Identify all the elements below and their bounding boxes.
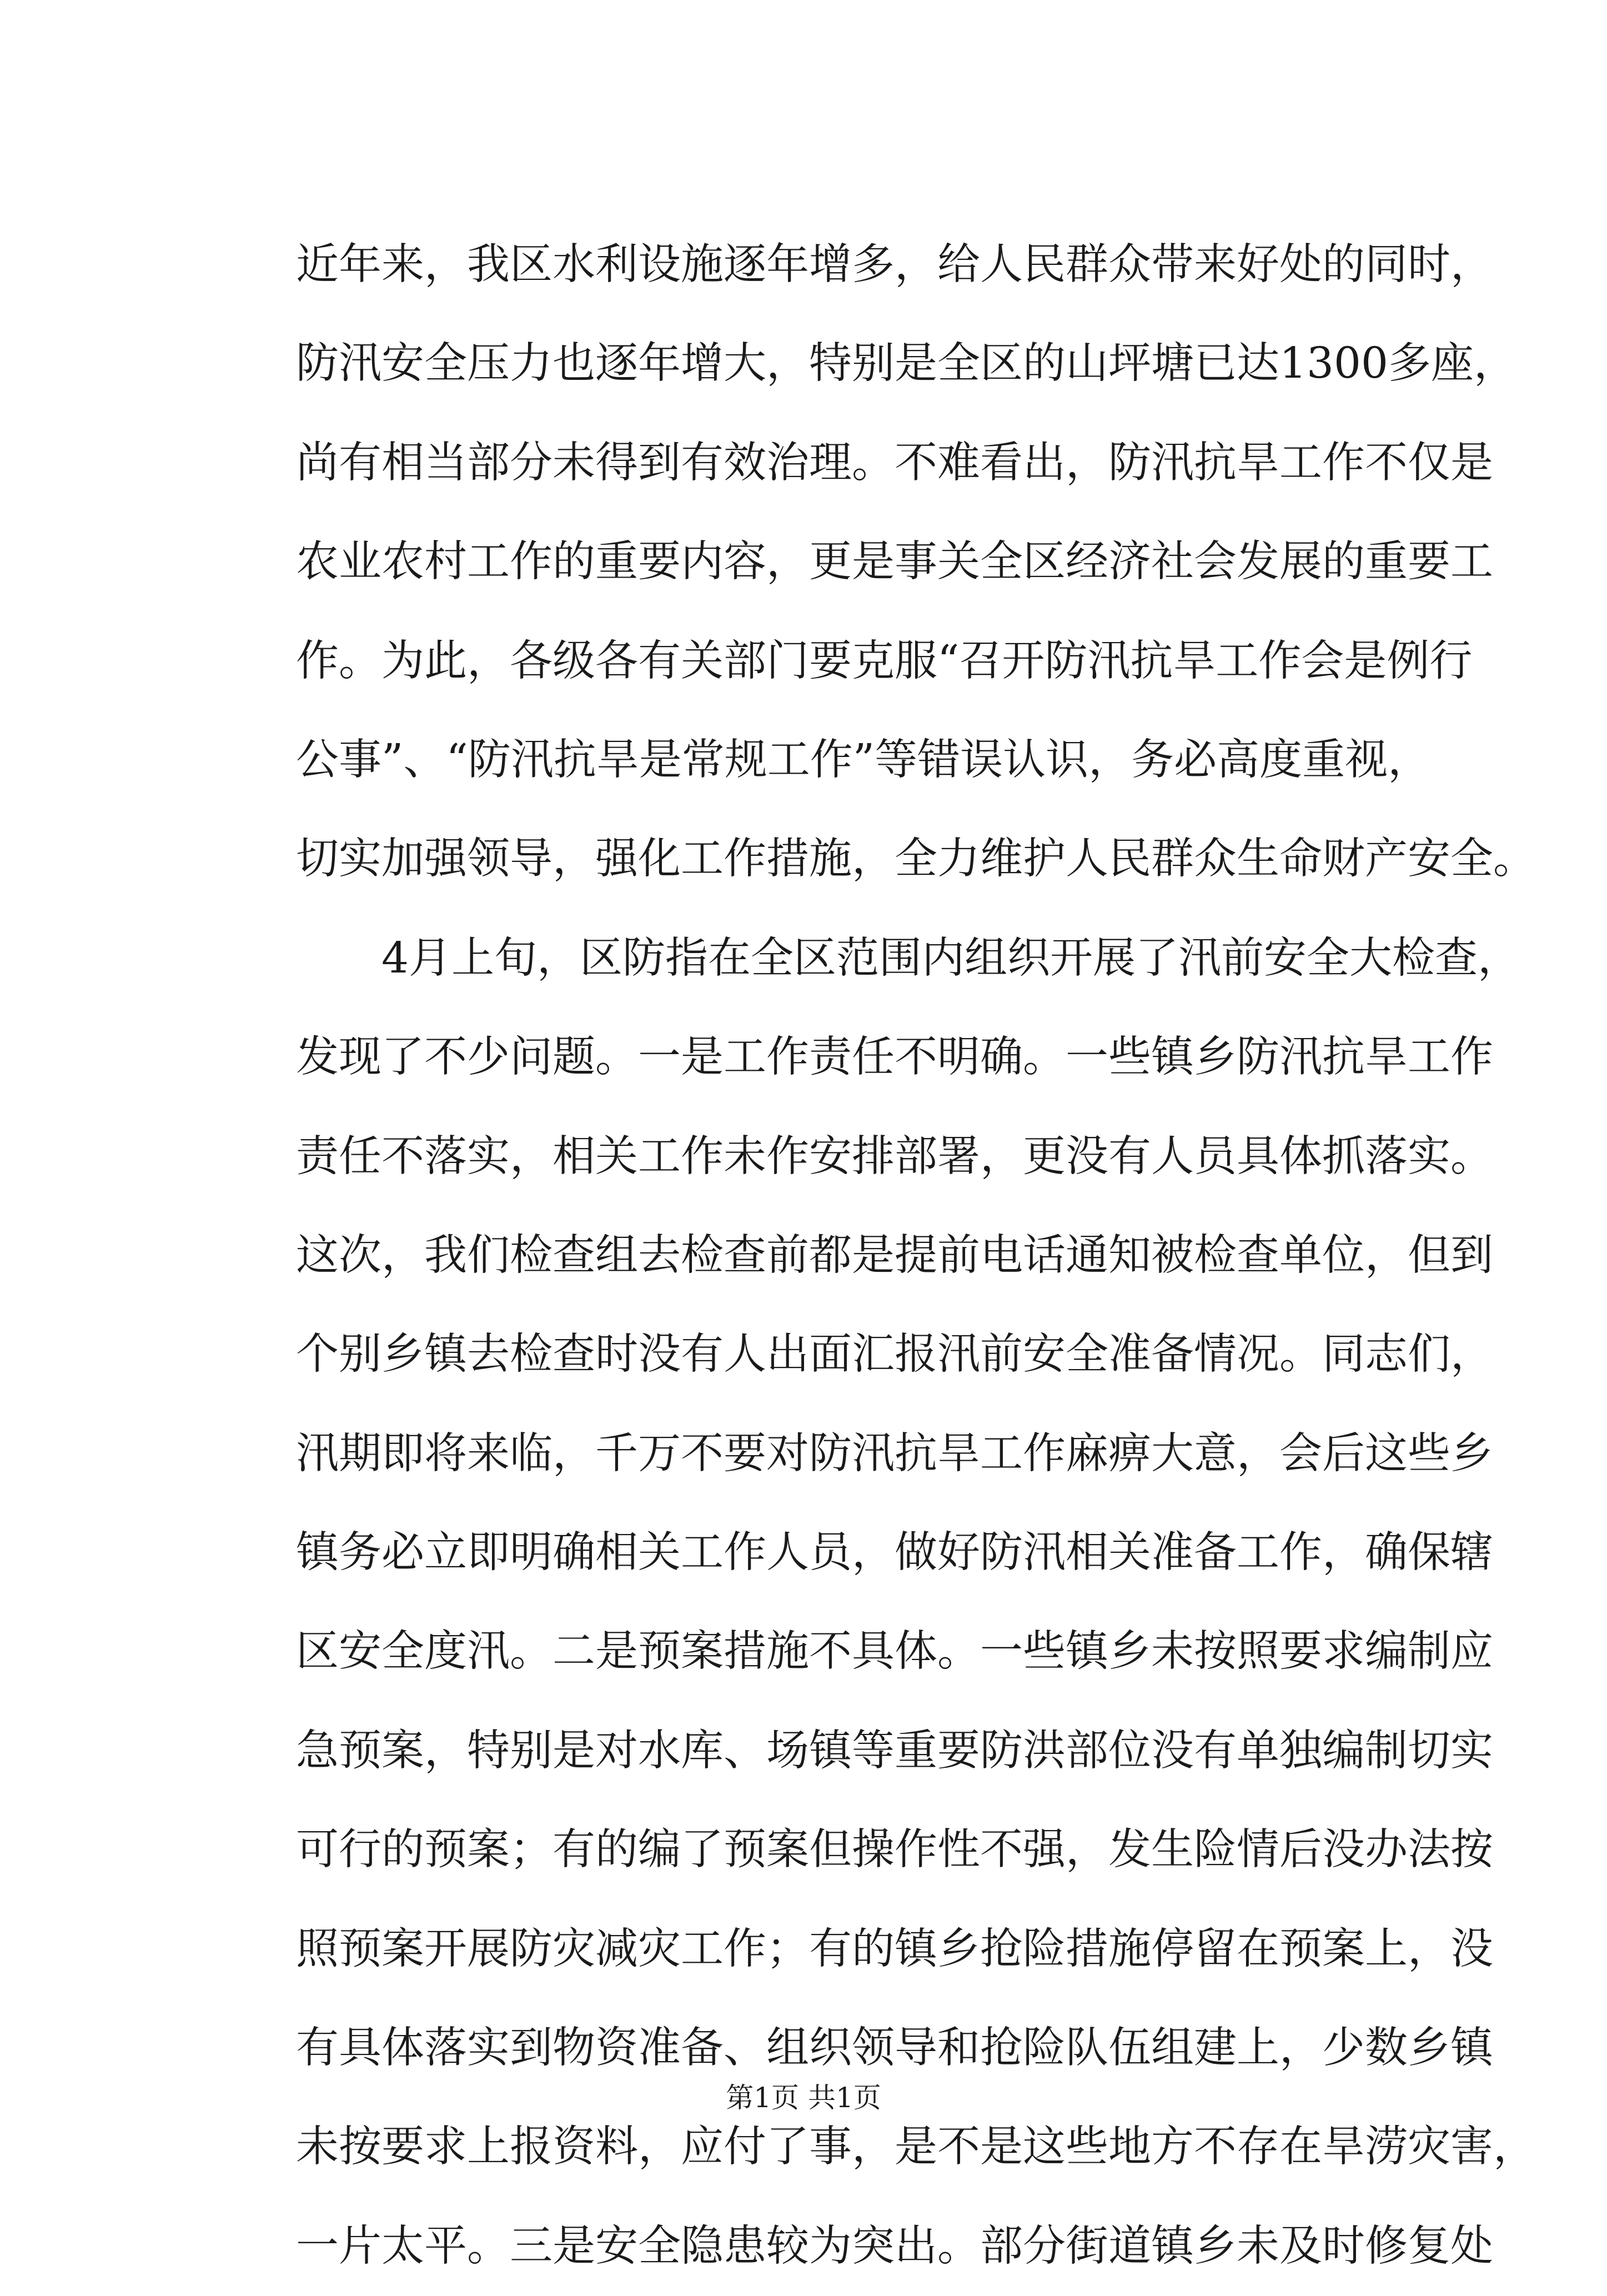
text-line-3: 尚有相当部分未得到有效治理。不难看出，防汛抗旱工作不仅是 — [296, 438, 1493, 488]
text-line-11: 这次，我们检查组去检查前都是提前电话通知被检查单位，但到 — [296, 1230, 1493, 1280]
text-line-6: 公事”、“防汛抗旱是常规工作”等错误认识，务必高度重视， — [296, 735, 1431, 785]
text-line-9: 发现了不少问题。一是工作责任不明确。一些镇乡防汛抗旱工作 — [296, 1032, 1493, 1082]
text-line-18: 照预案开展防灾减灾工作；有的镇乡抢险措施停留在预案上，没 — [296, 1924, 1493, 1974]
text-line-12: 个别乡镇去检查时没有人出面汇报汛前安全准备情况。同志们， — [296, 1330, 1493, 1380]
text-line-19: 有具体落实到物资准备、组织领导和抢险队伍组建上，少数乡镇 — [296, 2023, 1493, 2073]
text-line-17: 可行的预案；有的编了预案但操作性不强，发生险情后没办法按 — [296, 1825, 1493, 1875]
text-line-8: 4月上旬，区防指在全区范围内组织开展了汛前安全大检查， — [381, 933, 1520, 983]
text-line-14: 镇务必立即明确相关工作人员，做好防汛相关准备工作，确保辖 — [296, 1528, 1493, 1578]
text-line-20: 未按要求上报资料，应付了事，是不是这些地方不存在旱涝灾害， — [296, 2122, 1536, 2172]
text-line-13: 汛期即将来临，千万不要对防汛抗旱工作麻痹大意，会后这些乡 — [296, 1428, 1493, 1478]
text-line-2: 防汛安全压力也逐年增大，特别是全区的山坪塘已达1300多座， — [296, 339, 1516, 389]
document-body — [296, 215, 1536, 2296]
text-line-4: 农业农村工作的重要内容，更是事关全区经济社会发展的重要工 — [296, 537, 1493, 587]
text-line-21: 一片太平。三是安全隐患较为突出。部分街道镇乡未及时修复处 — [296, 2221, 1493, 2271]
text-line-15: 区安全度汛。二是预案措施不具体。一些镇乡未按照要求编制应 — [296, 1627, 1493, 1677]
text-line-10: 责任不落实，相关工作未作安排部署，更没有人员具体抓落实。 — [296, 1131, 1493, 1181]
text-line-5: 作。为此，各级各有关部门要克服“召开防汛抗旱工作会是例行 — [296, 636, 1473, 686]
text-line-16: 急预案，特别是对水库、场镇等重要防洪部位没有单独编制切实 — [296, 1726, 1493, 1776]
text-line-1: 近年来，我区水利设施逐年增多，给人民群众带来好处的同时， — [296, 240, 1493, 289]
page-number-footer: 第1页 共1页 — [726, 2082, 881, 2114]
text-line-7: 切实加强领导，强化工作措施，全力维护人民群众生命财产安全。 — [296, 834, 1536, 884]
